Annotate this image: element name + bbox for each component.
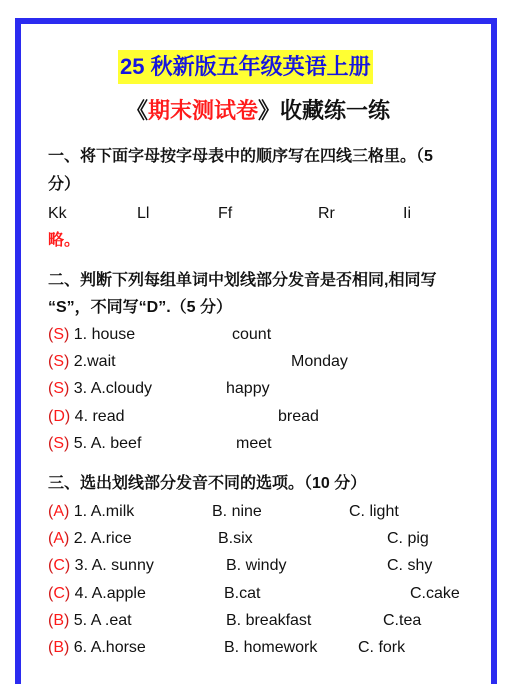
- word-1: 1. house: [73, 326, 136, 343]
- list-item: (S) 1. house: [48, 326, 136, 343]
- option-c: C. shy: [387, 557, 433, 574]
- option-c: C.cake: [410, 585, 460, 602]
- list-item: (A) 1. A.milk: [48, 503, 135, 520]
- option-c: C.tea: [383, 612, 422, 629]
- option-a: 5. A .eat: [73, 612, 132, 629]
- word-2: count: [232, 326, 272, 343]
- answer-mark: A: [53, 530, 64, 547]
- list-item: (A) 2. A.rice: [48, 530, 132, 547]
- worksheet-subtitle: [0, 96, 516, 126]
- option-a: 6. A.horse: [73, 639, 146, 656]
- section1-heading-cont: 分）: [48, 176, 81, 193]
- list-item: (D) 4. read: [48, 408, 125, 425]
- subtitle-highlight: 期末测试卷: [147, 98, 258, 123]
- answer-mark: A: [53, 503, 64, 520]
- worksheet-title: 25 秋新版五年级英语上册: [118, 50, 373, 84]
- answer-mark: C: [53, 557, 65, 574]
- option-b: B.six: [218, 530, 253, 547]
- option-a: 4. A.apple: [74, 585, 146, 602]
- section3-heading: 三、选出划线部分发音不同的选项。（10 分）: [48, 475, 367, 492]
- letter-kk: Kk: [48, 205, 67, 222]
- list-item: (C) 4. A.apple: [48, 585, 146, 602]
- answer-mark: S: [53, 326, 64, 343]
- list-item: (B) 5. A .eat: [48, 612, 132, 629]
- letter-ii: Ii: [403, 205, 411, 222]
- option-c: C. fork: [358, 639, 406, 656]
- letter-ff: Ff: [218, 205, 233, 222]
- option-c: C. pig: [387, 530, 429, 547]
- answer-mark: D: [53, 408, 65, 425]
- word-2: meet: [236, 435, 272, 452]
- word-2: happy: [226, 380, 270, 397]
- list-item: (B) 6. A.horse: [48, 639, 146, 656]
- subtitle-close: 》收藏练一练: [258, 98, 391, 123]
- option-a: 2. A.rice: [73, 530, 132, 547]
- answer-mark: B: [53, 639, 64, 656]
- word-2: bread: [278, 408, 319, 425]
- word-1: 3. A.cloudy: [73, 380, 153, 397]
- list-item: (S) 5. A. beef: [48, 435, 142, 452]
- letter-ll: Ll: [137, 205, 150, 222]
- section1-answer: 略。: [48, 232, 81, 249]
- option-a: 1. A.milk: [73, 503, 135, 520]
- option-c: C. light: [349, 503, 399, 520]
- answer-mark: C: [53, 585, 65, 602]
- answer-mark: S: [53, 353, 64, 370]
- option-b: B. nine: [212, 503, 262, 520]
- word-1: 2.wait: [73, 353, 116, 370]
- answer-mark: S: [53, 380, 64, 397]
- section2-heading: 二、判断下列每组单词中划线部分发音是否相同,相同写: [48, 272, 437, 289]
- option-b: B. breakfast: [226, 612, 312, 629]
- list-item: (S) 3. A.cloudy: [48, 380, 153, 397]
- section2-heading-cont: “S”，不同写“D”.（5 分）: [48, 299, 233, 316]
- list-item: (S) 2.wait: [48, 353, 116, 370]
- word-1: 4. read: [74, 408, 125, 425]
- option-a: 3. A. sunny: [74, 557, 154, 574]
- word-1: 5. A. beef: [73, 435, 142, 452]
- answer-mark: B: [53, 612, 64, 629]
- option-b: B.cat: [224, 585, 261, 602]
- section1-heading: 一、将下面字母按字母表中的顺序写在四线三格里。（5: [48, 148, 433, 165]
- answer-mark: S: [53, 435, 64, 452]
- list-item: (C) 3. A. sunny: [48, 557, 154, 574]
- option-b: B. windy: [226, 557, 287, 574]
- option-b: B. homework: [224, 639, 318, 656]
- letter-rr: Rr: [318, 205, 335, 222]
- subtitle-open-bracket: 《: [125, 98, 148, 123]
- word-2: Monday: [291, 353, 348, 370]
